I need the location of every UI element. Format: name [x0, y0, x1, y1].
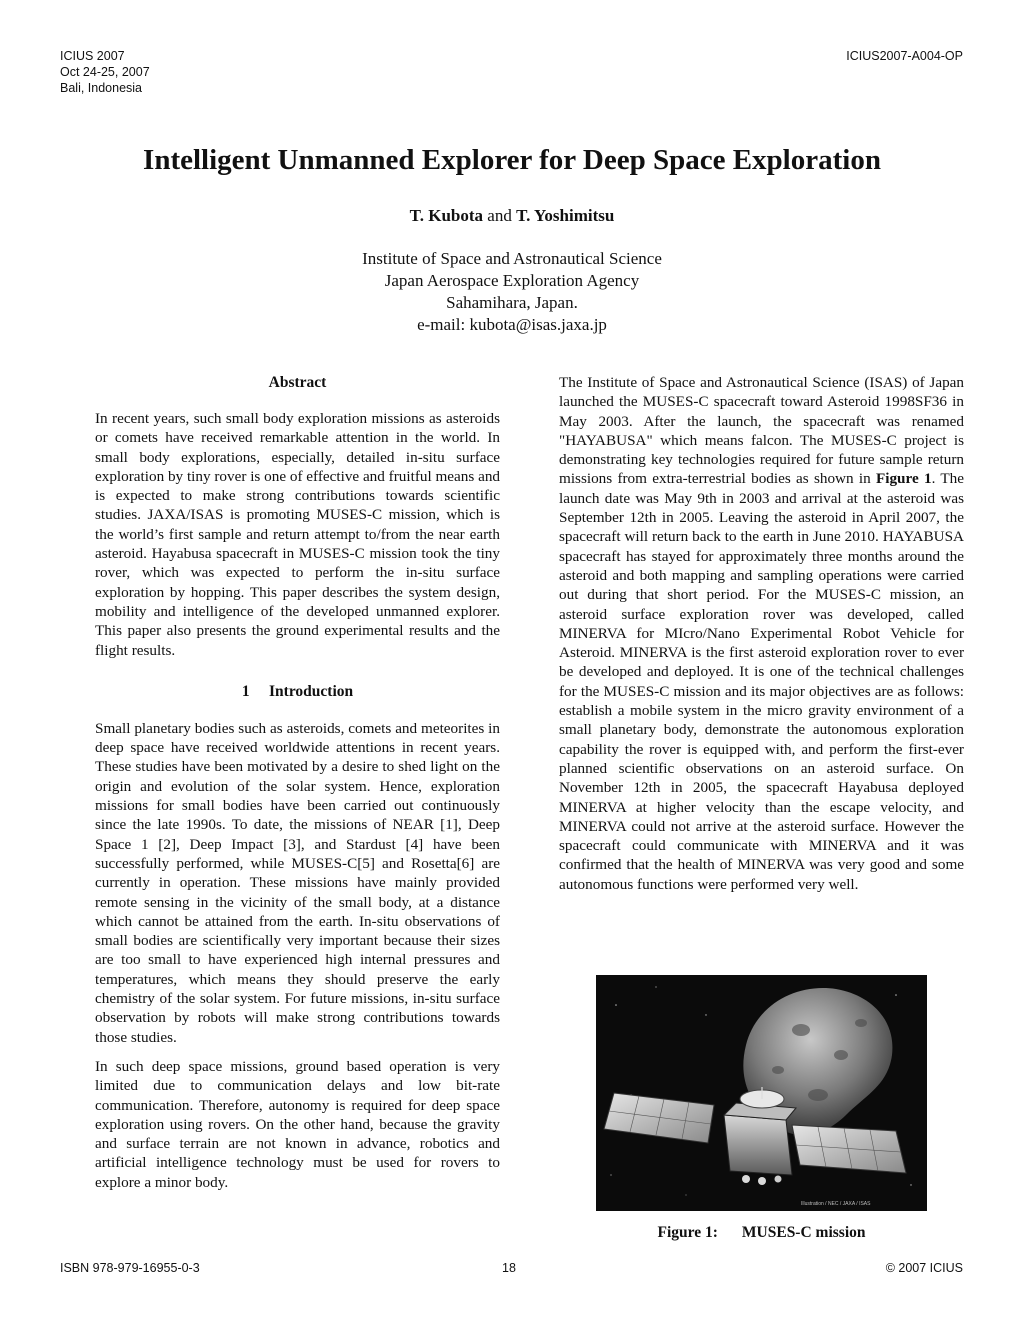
figure-credit: Illustration / NEC / JAXA / ISAS	[801, 1201, 871, 1207]
figure-caption-text: MUSES-C mission	[741, 1224, 866, 1241]
paper-id: ICIUS2007-A004-OP	[846, 49, 963, 63]
footer-copyright: © 2007 ICIUS	[885, 1261, 963, 1275]
introduction-paragraph-2: In such deep space missions, ground based operation is very limited due to communication delays and low bit-rate communication. Therefore, autonomy is required for deep space exploration using rovers. On the other hand, because the gravity and surface terrain are not known in advance, robotics and artificial intelligence technology must be used for rovers to explore a minor body.	[95, 1057, 500, 1191]
author-2: T. Yoshimitsu	[516, 206, 615, 225]
introduction-paragraph-1: Small planetary bodies such as asteroids, comets and meteorites in deep space have received worldwide attentions in recent years. These studies have been motivated by a desire to shed light on the origin and evolution of the solar system. Hence, exploration missions for small bodies have been carried out continuously since the late 1990s. To date, the missions of NEAR [1], Deep Space 1 [2], Deep Impact [3], and Stardust [4] have been successfully performed, while MUSES-C[5] and Rosetta[6] are currently in operation. These missions have mainly provided remote sensing in the vicinity of the small body, at a distance which cannot be attained from the earth. In-situ observations of small bodies are scientifically very important because their sizes are too small to have experienced high internal pressures and temperatures, which means they should preserve the early chemistry of the solar system. For future missions, in-situ surface observation by robots will make strong contributions towards those studies.	[95, 719, 500, 1046]
paragraph-text-after-ref: . The launch date was May 9th in 2003 and arrival at the asteroid was September 12th in 2005. Leaving the asteroid in April 2007, the spacecraft will return back to the earth in June 2010. HAYABUSA spacecraft has stayed for approximately three months around the asteroid and both mapping and sampling operations were carried out during that short period. For the MUSES-C mission, an asteroid surface exploration rover was developed, called MINERVA for MIcro/Nano Experimental Robot Vehicle for Asteroid. MINERVA is the first asteroid exploration rover to ever be developed and deployed. It is one of the technical challenges for the MUSES-C mission and its major objectives are as follows: establish a mobile system in the micro gravity environment of a small planetary body, demonstrate the autonomous exploration capability the rover is equipped with, and perform the first-ever planned scientific observations on an asteroid surface. On November 12th in 2005, the spacecraft Hayabusa deployed MINERVA at higher velocity than the escape velocity, and MINERVA could not arrive at the asteroid surface. However the spacecraft could communicate with MINERVA and it was confirmed that the health of MINERVA was very good and some autonomous functions were performed very well.	[559, 470, 964, 893]
conference-location: Bali, Indonesia	[60, 81, 143, 95]
figure-caption	[559, 1223, 964, 1243]
abstract-heading: Abstract	[268, 374, 327, 391]
right-column-paragraph	[559, 373, 964, 894]
introduction-heading	[95, 682, 500, 702]
section-number: 1	[241, 682, 250, 700]
author-line	[0, 205, 1024, 227]
abstract-text: In recent years, such small body exploration missions as asteroids or comets have received remarkable attention in the world. In small body explorations, especially, detailed in-situ surface exploration by tiny rover is one of effective and fruitful means and is expected to make strong contributions towards scientific studies. JAXA/ISAS is promoting MUSES-C mission, which is the world’s first sample and return attempt to/from the near earth asteroid. Hayabusa spacecraft in MUSES-C mission took the tiny rover, which was expected to perform the in-situ surface exploration by hopping. This paper describes the system design, mobility and intelligence of the developed unmanned explorer. This paper also presents the ground experimental results and the flight results.	[95, 410, 501, 659]
solar-panel-right	[792, 1125, 906, 1173]
footer-isbn: ISBN 978-979-16955-0-3	[60, 1261, 200, 1275]
figure-reference: Figure 1	[875, 470, 932, 488]
figure-label: Figure 1:	[657, 1224, 718, 1241]
affiliation-institute: Institute of Space and Astronautical Science	[362, 249, 662, 268]
spacecraft-asteroid-illustration	[596, 975, 927, 1211]
spacecraft-body	[724, 1115, 792, 1175]
section-title: Introduction	[269, 682, 354, 700]
affiliation-email: e-mail: kubota@isas.jaxa.jp	[417, 315, 607, 334]
affiliation-agency: Japan Aerospace Exploration Agency	[384, 271, 640, 290]
left-column	[95, 373, 500, 1192]
running-header-left	[60, 48, 150, 96]
figure-muses-c-image	[596, 975, 927, 1211]
author-1: T. Kubota	[409, 206, 484, 225]
paragraph-text-before-ref: The Institute of Space and Astronautical Science (ISAS) of Japan launched the MUSES-C spacecraft toward Asteroid 1998SF36 in May 2003. After the launch, the spacecraft was renamed "HAYABUSA" which means falcon. The MUSES-C project is demonstrating key technologies required for future sample return missions from extra-terrestrial bodies as shown in	[559, 374, 964, 488]
paper-title: Intelligent Unmanned Explorer for Deep Space Exploration	[143, 144, 881, 176]
footer-page-number: 18	[502, 1261, 516, 1275]
conference-dates: Oct 24-25, 2007	[60, 65, 150, 79]
affiliation-city: Sahamihara, Japan.	[446, 293, 578, 312]
conference-name: ICIUS 2007	[60, 49, 125, 63]
affiliation	[0, 248, 1024, 336]
author-conjunction: and	[487, 206, 512, 225]
right-column	[559, 373, 964, 894]
